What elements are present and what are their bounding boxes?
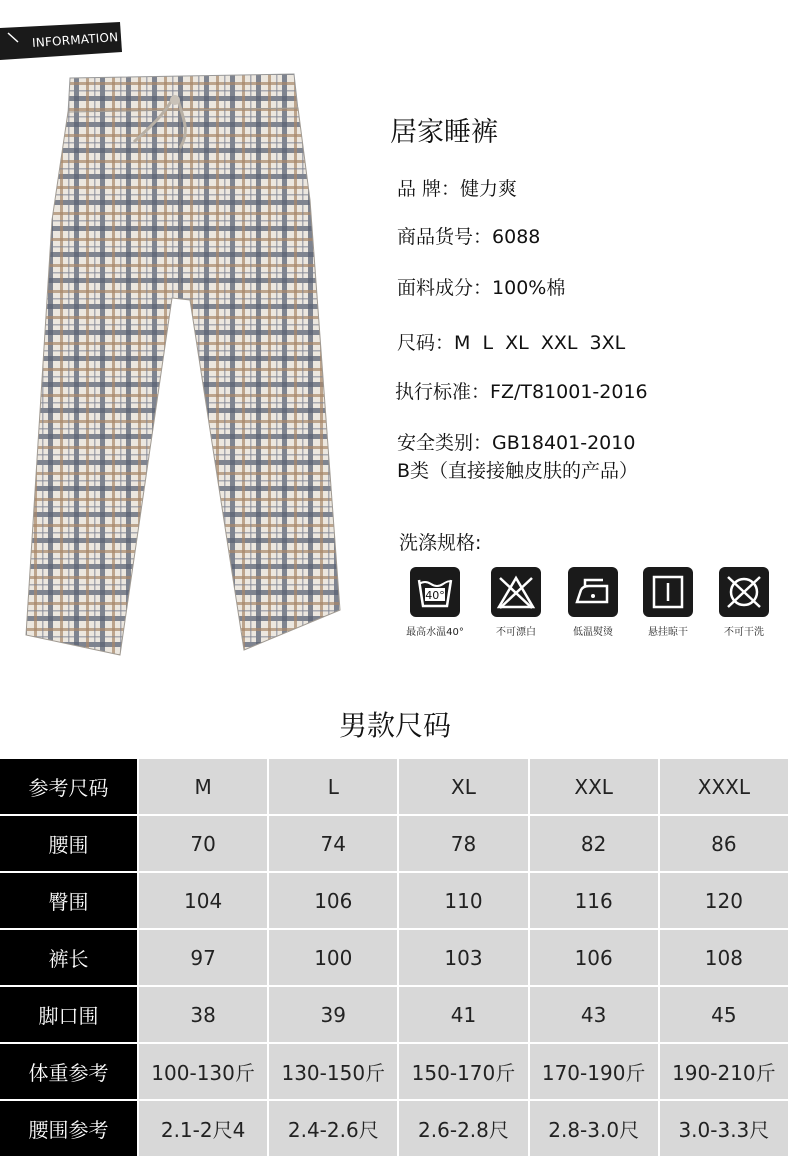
table-cell: 120 [659, 872, 789, 929]
table-cell: 82 [529, 815, 659, 872]
table-cell: 43 [529, 986, 659, 1043]
table-cell: 2.4-2.6尺 [268, 1100, 398, 1157]
wash-item [709, 567, 779, 638]
table-cell: 3.0-3.3尺 [659, 1100, 789, 1157]
table-cell: 70 [138, 815, 268, 872]
table-cell: 108 [659, 929, 789, 986]
row-header: 腰围 [0, 815, 138, 872]
wash-caption: 悬挂晾干 [648, 627, 688, 638]
wash-item [400, 567, 470, 638]
product-title: 居家睡裤 [390, 117, 498, 148]
wash-item [633, 567, 703, 638]
table-cell: 86 [659, 815, 789, 872]
wash-care-icons [400, 567, 780, 647]
size-cell: XL [398, 758, 528, 815]
product-spec [390, 110, 780, 179]
spec-standard [395, 377, 648, 404]
size-cell: L [268, 758, 398, 815]
row-header: 参考尺码 [0, 758, 138, 815]
spec-value: 6088 [492, 226, 541, 248]
wash-caption: 不可干洗 [724, 627, 764, 638]
table-cell: 110 [398, 872, 528, 929]
table-cell: 38 [138, 986, 268, 1043]
row-header: 脚口围 [0, 986, 138, 1043]
table-cell: 170-190斤 [529, 1043, 659, 1100]
row-header: 裤长 [0, 929, 138, 986]
table-cell: 39 [268, 986, 398, 1043]
table-cell: 2.1-2尺4 [138, 1100, 268, 1157]
table-row [0, 872, 789, 929]
spec-label: 品 牌： [397, 178, 461, 200]
table-cell: 106 [268, 872, 398, 929]
table-cell: 97 [138, 929, 268, 986]
table-cell: 100 [268, 929, 398, 986]
spec-safety [397, 428, 635, 455]
table-cell: 116 [529, 872, 659, 929]
table-cell: 103 [398, 929, 528, 986]
wash-caption: 低温熨烫 [573, 627, 613, 638]
spec-value: 100%棉 [492, 277, 566, 299]
table-cell: 190-210斤 [659, 1043, 789, 1100]
row-header: 体重参考 [0, 1043, 138, 1100]
table-cell: 41 [398, 986, 528, 1043]
spec-label: 安全类别： [397, 432, 493, 454]
wash-40-icon [410, 567, 460, 617]
table-cell: 104 [138, 872, 268, 929]
table-row [0, 929, 789, 986]
table-cell: 2.6-2.8尺 [398, 1100, 528, 1157]
table-cell: 150-170斤 [398, 1043, 528, 1100]
table-row [0, 815, 789, 872]
size-chart-table [0, 757, 790, 1158]
row-header: 臀围 [0, 872, 138, 929]
spec-label: 商品货号： [397, 226, 493, 248]
table-cell: 78 [398, 815, 528, 872]
wash-item [558, 567, 628, 638]
wash-caption: 最高水温40° [406, 627, 464, 638]
wash-title: 洗涤规格: [399, 532, 482, 554]
plaid-pants-image [22, 70, 352, 660]
table-row [0, 986, 789, 1043]
spec-value: 健力爽 [460, 178, 518, 200]
information-tag [0, 22, 122, 60]
table-row [0, 1043, 789, 1100]
wash-caption: 不可漂白 [496, 627, 536, 638]
size-chart-title: 男款尺码 [338, 709, 451, 742]
table-cell: 100-130斤 [138, 1043, 268, 1100]
spec-item-number [397, 222, 540, 249]
table-row [0, 758, 789, 815]
low-iron-icon [568, 567, 618, 617]
spec-label: 面料成分： [397, 277, 493, 299]
spec-brand [397, 174, 517, 201]
table-cell: 106 [529, 929, 659, 986]
table-cell: 74 [268, 815, 398, 872]
no-bleach-icon [491, 567, 541, 617]
spec-value: GB18401-2010 [492, 432, 636, 454]
hang-dry-icon [643, 567, 693, 617]
size-cell: XXL [529, 758, 659, 815]
spec-label: 执行标准： [395, 381, 491, 403]
spec-safety-note: B类（直接接触皮肤的产品） [397, 460, 639, 482]
wash-temp: 40° [425, 589, 445, 602]
spec-label: 尺码： [397, 332, 455, 354]
spec-value: FZ/T81001-2016 [490, 381, 648, 403]
table-row [0, 1100, 789, 1157]
size-cell: M [138, 758, 268, 815]
table-cell: 130-150斤 [268, 1043, 398, 1100]
spec-fabric [397, 273, 565, 300]
spec-value: M L XL XXL 3XL [454, 332, 626, 354]
tag-label: INFORMATION [31, 30, 119, 50]
table-cell: 2.8-3.0尺 [529, 1100, 659, 1157]
row-header: 腰围参考 [0, 1100, 138, 1157]
spec-sizes [397, 328, 625, 355]
table-cell: 45 [659, 986, 789, 1043]
size-cell: XXXL [659, 758, 789, 815]
wash-item [481, 567, 551, 638]
no-tumble-dry-icon [719, 567, 769, 617]
